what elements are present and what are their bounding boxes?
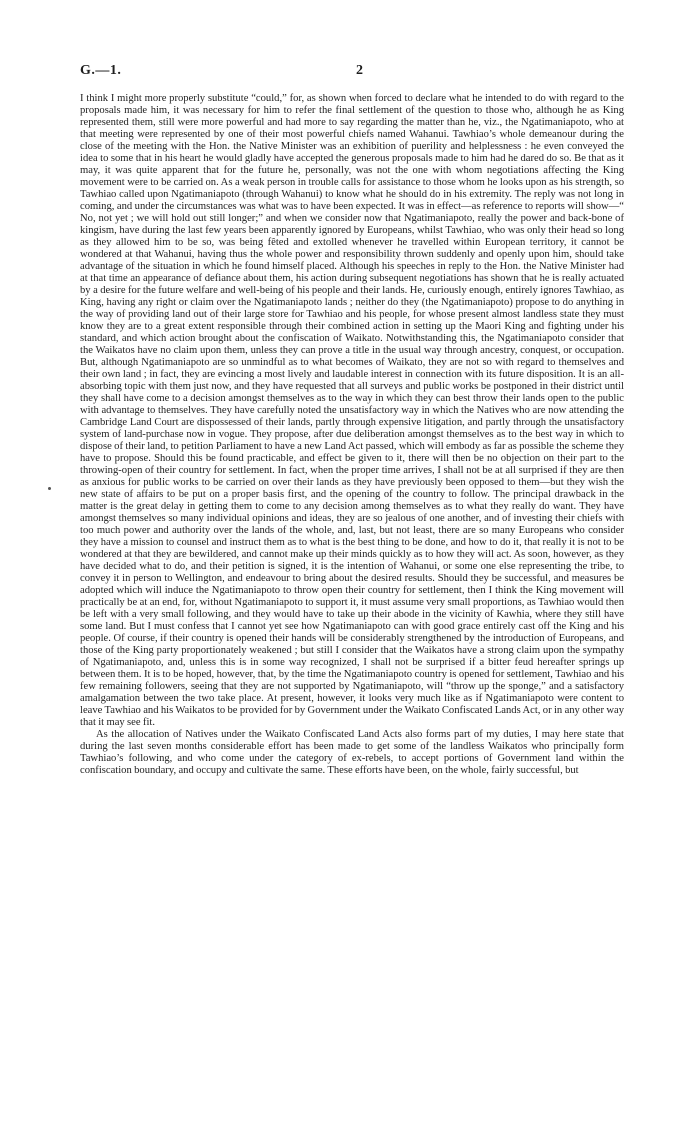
paragraph-2: As the allocation of Natives under the Waikato Confiscated Land Acts also forms part of my duties, I may here state that during the last seven months considerable effort has been made to get some of the landless Waikatos who principally form Tawhiao’s following, and who come under the category of ex-rebels, to accept portions of Government land within the confiscation boundary, and occupy and cultivate the same. These efforts have been, on the whole, fairly successful, but xyxy=(80,729,624,776)
margin-dot xyxy=(48,487,51,490)
body-text xyxy=(80,93,624,777)
paragraph-1: I think I might more properly substitute “could,” for, as shown when forced to declare what he intended to do with regard to the proposals made him, it was necessary for him to refer the final settlement of the question to those who, although he as King represented them, still were more powerful and had more to say regarding the matter than he, viz., the Ngatimaniapoto, who at that meeting were represented by one of their most powerful chiefs named Wahanui. Tawhiao’s whole demeanour during the close of the meeting with the Hon. the Native Minister was an exhibition of puerility and helplessness : he even conveyed the idea to some that in his heart he would gladly have accepted the generous proposals made to him had he dared do so. Be that as it may, it was quite apparent that for the future he, personally, was not the one with whom negotiations affecting the King movement were to be carried on. As a weak person in trouble calls for assistance to those whom he looks upon as his strength, so Tawhiao called upon Ngatimaniapoto (through Wahanui) to know what he should do in his extremity. The reply was not long in coming, and under the circumstances was what was to have been expected. It was in effect—as reference to reports will show—“ No, not yet ; we will hold out still longer;” and when we consider now that Ngatimaniapoto, really the power and back-bone of kingism, have during the last few years been apparently ignored by Europeans, whilst Tawhiao, who was only their head so long as they allowed him to be so, was being fêted and extolled whenever he travelled within European territory, it cannot be wondered at that Wahanui, having thus the whole power and responsibility thrown suddenly and openly upon him, should take advantage of the situation in which he found himself placed. Although his speeches in reply to the Hon. the Native Minister had at that time an appearance of defiance about them, his action during subsequent negotiations has shown that he is really actuated by a desire for the future welfare and well-being of his people and their lands. He, curiously enough, entirely ignores Tawhiao, as King, having any right or claim over the Ngatimaniapoto lands ; neither do they (the Ngatimaniapoto) propose to do anything in the way of providing land out of their large store for Tawhiao and his people, for whose present almost landless state they must know they are to a great extent responsible through their combined action in setting up the Maori King and fighting under his standard, and which action brought about the confiscation of Waikato. Notwithstanding this, the Ngatimaniapoto consider that the Waikatos have no claim upon them, unless they can prove a title in the usual way through ancestry, conquest, or occupation. But, although Ngatimaniapoto are so unmindful as to what becomes of Waikato, they are not so with regard to themselves and their own land ; in fact, they are evincing a most lively and laudable interest in connection with its future disposition. It is an all-absorbing topic with them just now, and they have requested that all surveys and public works be postponed in their district until they shall have come to a decision amongst themselves as to the way in which they can best throw their lands open to the public with advantage to themselves. They have carefully noted the unsatisfactory way in which the Natives who are now attending the Cambridge Land Court are dispossessed of their lands, partly through expensive litigation, and partly through the unsatisfactory system of land-purchase now in vogue. They propose, after due deliberation amongst themselves as to the best way in which to dispose of their land, to petition Parliament to have a new Land Act passed, which will embody as far as possible the scheme they have to propose. Should this be found practicable, and effect be given to it, there will then be no objection on their part to the throwing-open of their country for settlement. In fact, when the proper time arrives, I shall not be at all surprised if they are then as anxious for public works to be carried on over their lands as they have previously been opposed to them—but they wish the new state of affairs to be put on a proper basis first, and the opening of the country to follow. The principal drawback in the matter is the great delay in getting them to come to any decision among themselves as to what they really do want. They have amongst themselves so many individual opinions and ideas, they are so jealous of one another, and of investing their chiefs with too much power and authority over the lands of the whole, and, last, but not least, there are so many Europeans who consider they have a mission to counsel and instruct them as to what is the best thing to be done, and how to do it, that really it is not to be wondered at that they are bewildered, and cannot make up their minds quickly as to how they will act. As soon, however, as they have decided what to do, and their petition is signed, it is the intention of Wahanui, or some one else representing the tribe, to convey it in person to Wellington, and endeavour to bring about the desired results. Should they be successful, and measures be adopted which will induce the Ngatimaniapoto to throw open their country for settlement, then I think the King movement will practically be at an end, for, without Ngatimaniapoto to support it, it must assume very small proportions, as Tawhiao would then be left with a very small following, and they would have to take up their abode in the vicinity of Kawhia, where they still have some land. But I must confess that I cannot yet see how Ngatimaniapoto can with good grace entirely cast off the King and his people. Of course, if their country is opened their hands will be considerably strengthened by the introduction of Europeans, and those of the King party proportionately weakened ; but still I consider that the Waikatos have a strong claim upon the sympathy of Ngatimaniapoto, and, unless this is in some way recognized, I shall not be surprised if a bitter feud hereafter springs up between them. It is to be hoped, however, that, by the time the Ngatimaniapoto country is opened for settlement, Tawhiao and his few remaining followers, seeing that they are not supported by Ngatimaniapoto, will “throw up the sponge,” and a satisfactory amalgamation between the two take place. At present, however, it looks very much like as if Ngatimaniapoto were content to leave Tawhiao and his Waikatos to be provided for by Government under the Waikato Confiscated Lands Act, or in any other way that it may see fit. xyxy=(80,93,624,728)
document-reference: G.—1. xyxy=(80,63,122,78)
page-number: 2 xyxy=(356,63,363,78)
